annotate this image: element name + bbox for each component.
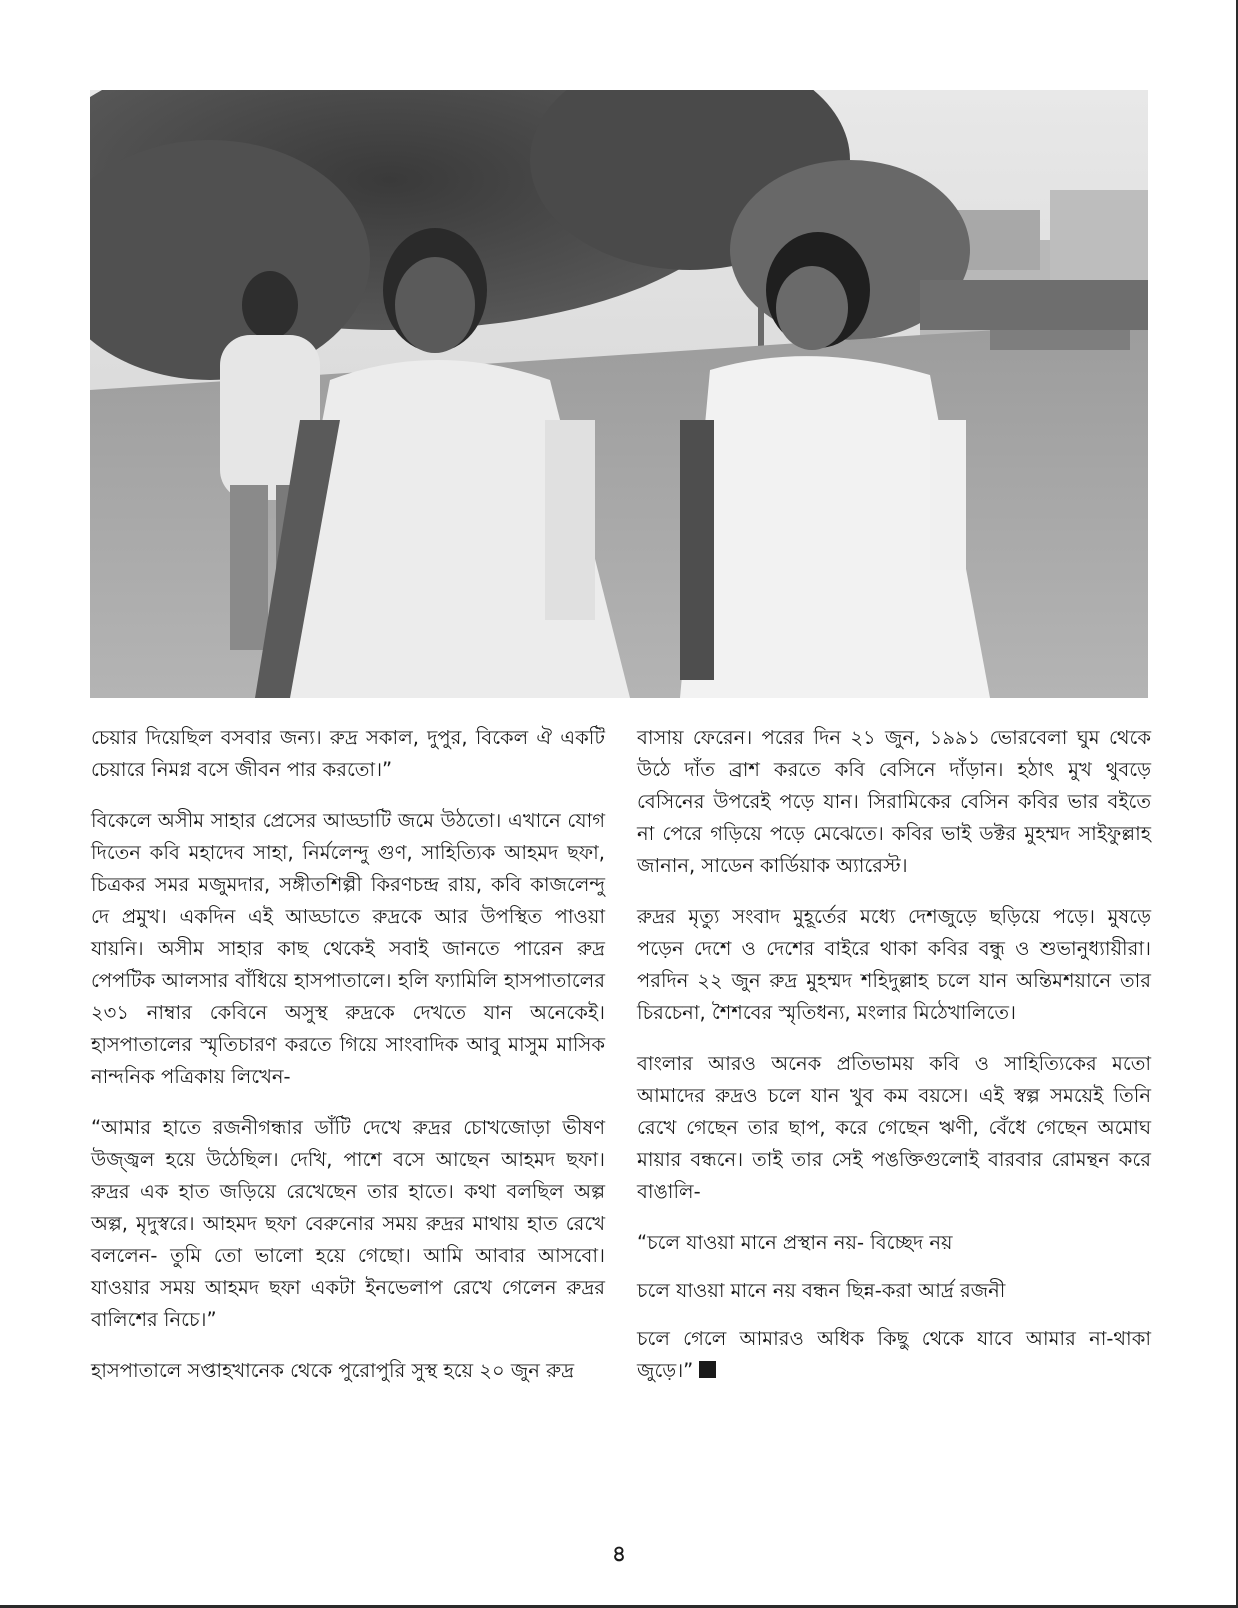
paragraph: বাসায় ফেরেন। পরের দিন ২১ জুন, ১৯৯১ ভোরবেলা ঘুম থেকে উঠে দাঁত ব্রাশ করতে কবি বেসিনে দাঁড়ান। হঠাৎ মুখ থুবড়ে বেসিনের উপরেই পড়ে যান। সিরামিকের বেসিন কবির ভার বইতে না পেরে গড়িয়ে পড়ে মেঝেতে। কবির ভাই ডক্টর মুহম্মদ সাইফুল্লাহ জানান, সাডেন কার্ডিয়াক অ্যারেস্ট। (637, 726, 1151, 877)
paragraph: হাসপাতালে সপ্তাহখানেক থেকে পুরোপুরি সুস্থ হয়ে ২০ জুন রুদ্র (91, 1359, 575, 1382)
poem-line-text: চলে গেলে আমারও অধিক কিছু থেকে যাবে আমার না-থাকা জুড়ে।” (637, 1327, 1151, 1382)
article-photo (90, 90, 1148, 698)
left-text-column (91, 722, 605, 1406)
quote-paragraph: “আমার হাতে রজনীগন্ধার ডাঁটি দেখে রুদ্রর চোখজোড়া ভীষণ উজ্জ্বল হয়ে উঠেছিল। দেখি, পাশে বসে আছেন আহমদ ছফা। রুদ্রর এক হাত জড়িয়ে রেখেছেন তার হাতে। কথা বলছিল অল্প অল্প, মৃদুস্বরে। আহমদ ছফা বেরুনোর সময় রুদ্রর মাথায় হাত রেখে বললেন- তুমি তো ভালো হয়ে গেছো। আমি আবার আসবো। যাওয়ার সময় আহমদ ছফা একটা ইনভেলাপ রেখে গেলেন রুদ্রর বালিশের নিচে।” (91, 1116, 605, 1331)
photograph-icon (90, 90, 1148, 698)
paragraph: চেয়ার দিয়েছিল বসবার জন্য। রুদ্র সকাল, দুপুর, বিকেল ঐ একটি চেয়ারে নিমগ্ন বসে জীবন পার করতো।” (91, 726, 605, 781)
right-text-column (637, 722, 1151, 1406)
end-of-article-mark (699, 1361, 716, 1378)
paragraph: রুদ্রর মৃত্যু সংবাদ মুহূর্তের মধ্যে দেশজুড়ে ছড়িয়ে পড়ে। মুষড়ে পড়েন দেশে ও দেশের বাইরে থাকা কবির বন্ধু ও শুভানুধ্যায়ীরা। পরদিন ২২ জুন রুদ্র মুহম্মদ শহিদুল্লাহ চলে যান অন্তিমশয়ানে তার চিরচেনা, শৈশবের স্মৃতিধন্য, মংলার মিঠেখালিতে। (637, 905, 1151, 1024)
paragraph: বিকেলে অসীম সাহার প্রেসের আড্ডাটি জমে উঠতো। এখানে যোগ দিতেন কবি মহাদেব সাহা, নির্মলেন্দু গুণ, সাহিত্যিক আহমদ ছফা, চিত্রকর সমর মজুমদার, সঙ্গীতশিল্পী কিরণচন্দ্র রায়, কবি কাজলেন্দু দে প্রমুখ। একদিন এই আড্ডাতে রুদ্রকে আর উপস্থিত পাওয়া যায়নি। অসীম সাহার কাছ থেকেই সবাই জানতে পারেন রুদ্র পেপটিক আলসার বাঁধিয়ে হাসপাতালে। হলি ফ্যামিলি হাসপাতালের ২৩১ নাম্বার কেবিনে অসুস্থ রুদ্রকে দেখতে যান অনেকেই। হাসপাতালের স্মৃতিচারণ করতে গিয়ে সাংবাদিক আবু মাসুম মাসিক নান্দনিক পত্রিকায় লিখেন- (91, 809, 605, 1088)
paragraph: বাংলার আরও অনেক প্রতিভাময় কবি ও সাহিত্যিকের মতো আমাদের রুদ্রও চলে যান খুব কম বয়সে। এই স্বল্প সময়েই তিনি রেখে গেছেন তার ছাপ, করে গেছেন ঋণী, বেঁধে গেছেন অমোঘ মায়ার বন্ধনে। তাই তার সেই পঙক্তিগুলোই বারবার রোমন্থন করে বাঙালি- (637, 1052, 1151, 1203)
poem-line: “চলে যাওয়া মানে প্রস্থান নয়- বিচ্ছেদ নয় (637, 1231, 953, 1254)
page-number: ৪ (611, 1542, 627, 1567)
poem-line: চলে যাওয়া মানে নয় বন্ধন ছিন্ন-করা আর্দ্র রজনী (637, 1279, 1006, 1302)
poem-line-last (637, 1323, 1151, 1387)
